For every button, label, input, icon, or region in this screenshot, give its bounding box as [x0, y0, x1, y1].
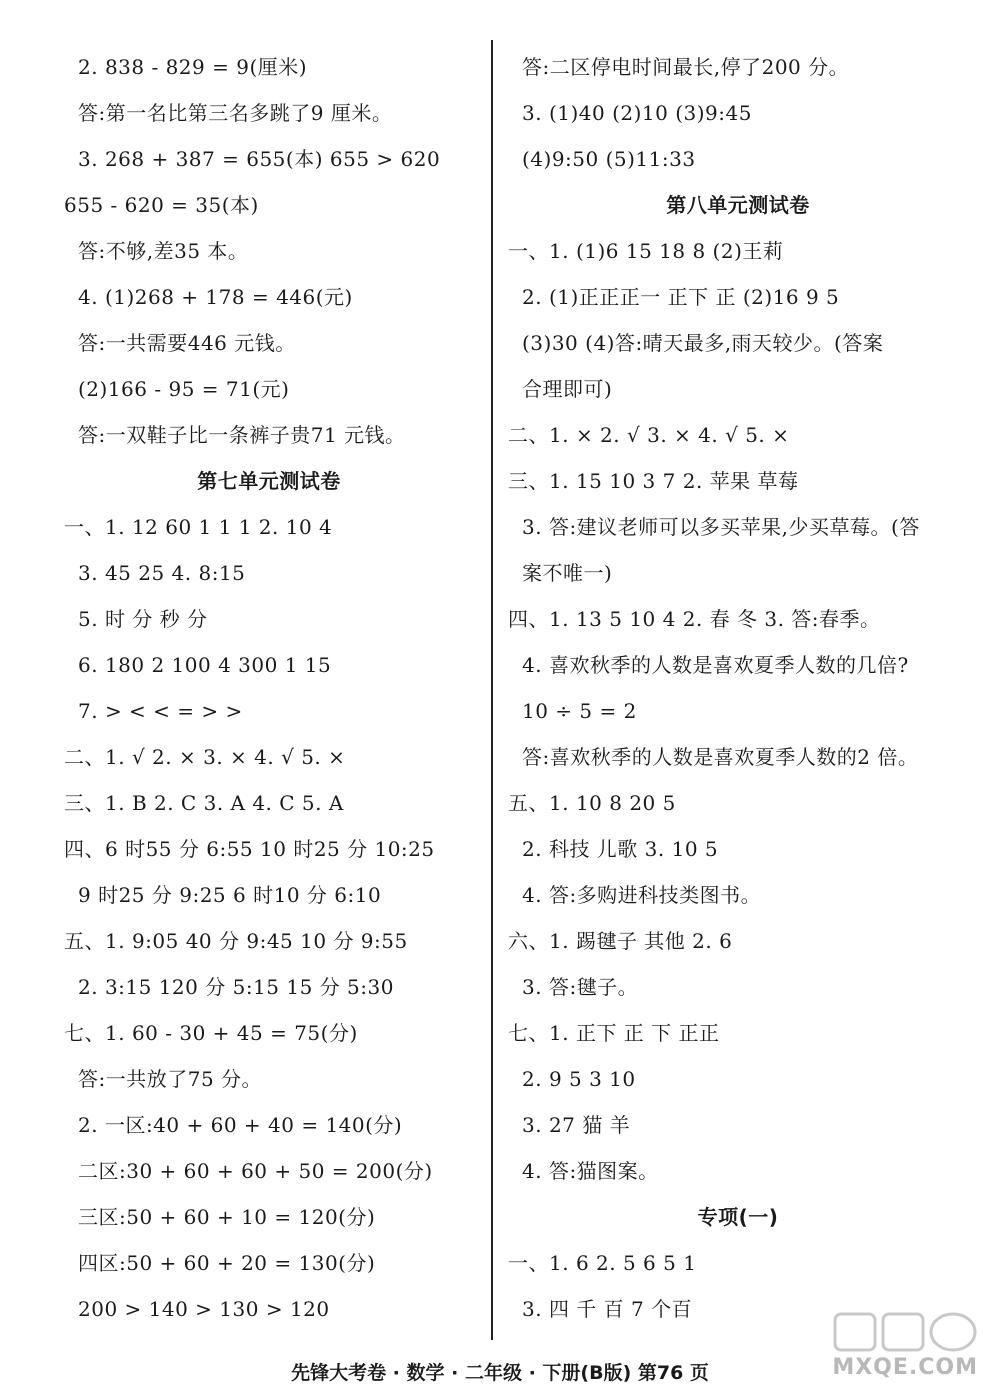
answer-line: 五、1. 10 8 20 5 [508, 791, 676, 815]
answer-line: 三区:50 + 60 + 10 = 120(分) [78, 1205, 376, 1229]
answer-line: 答:二区停电时间最长,停了200 分。 [522, 55, 850, 79]
answer-line: 答:一共需要446 元钱。 [78, 331, 296, 355]
answer-line: 二区:30 + 60 + 60 + 50 = 200(分) [78, 1159, 433, 1183]
answer-line: 六、1. 踢毽子 其他 2. 6 [508, 929, 733, 953]
answer-line: 五、1. 9:05 40 分 9:45 10 分 9:55 [64, 929, 408, 953]
answer-line: 案不唯一) [522, 561, 613, 585]
answer-line: 合理即可) [522, 377, 613, 401]
answer-line: 一、1. 12 60 1 1 1 2. 10 4 [64, 515, 333, 539]
answer-line: 200 > 140 > 130 > 120 [78, 1297, 330, 1321]
answer-line: 4. 答:猫图案。 [522, 1159, 659, 1183]
answer-line: 9 时25 分 9:25 6 时10 分 6:10 [78, 883, 382, 907]
answer-line: 3. (1)40 (2)10 (3)9:45 [522, 101, 752, 125]
answer-line: 3. 四 千 百 7 个百 [522, 1297, 693, 1321]
answer-line: 四区:50 + 60 + 20 = 130(分) [78, 1251, 376, 1275]
left-column [64, 44, 474, 1332]
answer-line: 2. 3:15 120 分 5:15 15 分 5:30 [78, 975, 394, 999]
answer-line: 2. 科技 儿歌 3. 10 5 [522, 837, 719, 861]
answer-line: 10 ÷ 5 = 2 [522, 699, 637, 723]
answer-line: 5. 时 分 秒 分 [78, 607, 208, 631]
answer-line: 一、1. 6 2. 5 6 5 1 [508, 1251, 697, 1275]
answer-line: 2. 838 - 829 = 9(厘米) [78, 55, 308, 79]
answer-line: 答:喜欢秋季的人数是喜欢夏季人数的2 倍。 [522, 745, 919, 769]
section-heading: 第八单元测试卷 [666, 193, 810, 217]
answer-line: 七、1. 60 - 30 + 45 = 75(分) [64, 1021, 358, 1045]
answer-line: 答:一双鞋子比一条裤子贵71 元钱。 [78, 423, 406, 447]
answer-line: 四、6 时55 分 6:55 10 时25 分 10:25 [64, 837, 435, 861]
answer-line: (2)166 - 95 = 71(元) [78, 377, 290, 401]
answer-line: 答:不够,差35 本。 [78, 239, 249, 263]
answer-line: 四、1. 13 5 10 4 2. 春 冬 3. 答:春季。 [508, 607, 881, 631]
answer-line: 655 - 620 = 35(本) [64, 193, 259, 217]
answer-line: 二、1. √ 2. × 3. × 4. √ 5. × [64, 745, 346, 769]
answer-line: 3. 答:建议老师可以多买苹果,少买草莓。(答 [522, 515, 920, 539]
answer-line: 答:第一名比第三名多跳了9 厘米。 [78, 101, 393, 125]
answer-line: 2. (1)正正正一 正下 正 (2)16 9 5 [522, 285, 840, 309]
answer-line: 4. (1)268 + 178 = 446(元) [78, 285, 353, 309]
page-footer: 先锋大考卷 · 数学 · 二年级 · 下册(B版) 第76 页 [291, 1362, 709, 1384]
watermark-text: MXQE.COM [832, 1355, 978, 1380]
answer-line: 3. 27 猫 羊 [522, 1113, 631, 1137]
answer-line: 答:一共放了75 分。 [78, 1067, 263, 1091]
answer-line: 4. 答:多购进科技类图书。 [522, 883, 762, 907]
answer-line: 二、1. × 2. √ 3. × 4. √ 5. × [508, 423, 790, 447]
right-column [508, 44, 968, 1332]
answer-line: 2. 一区:40 + 60 + 40 = 140(分) [78, 1113, 403, 1137]
answer-line: 三、1. 15 10 3 7 2. 苹果 草莓 [508, 469, 799, 493]
watermark-logo [815, 1310, 990, 1388]
answer-line: 4. 喜欢秋季的人数是喜欢夏季人数的几倍? [522, 653, 909, 677]
answer-line: (3)30 (4)答:晴天最多,雨天较少。(答案 [522, 331, 884, 355]
answer-line: (4)9:50 (5)11:33 [522, 147, 696, 171]
answer-line: 3. 答:毽子。 [522, 975, 639, 999]
column-divider [491, 40, 493, 1340]
answer-line: 6. 180 2 100 4 300 1 15 [78, 653, 332, 677]
answer-line: 3. 268 + 387 = 655(本) 655 > 620 [78, 147, 441, 171]
section-heading: 第七单元测试卷 [197, 469, 341, 493]
answer-line: 一、1. (1)6 15 18 8 (2)王莉 [508, 239, 784, 263]
answer-line: 三、1. B 2. C 3. A 4. C 5. A [64, 791, 344, 815]
section-heading: 专项(一) [697, 1205, 779, 1229]
answer-line: 七、1. 正下 正 下 正正 [508, 1021, 720, 1045]
answer-line: 3. 45 25 4. 8:15 [78, 561, 246, 585]
answer-line: 7. > < < = > > [78, 699, 243, 723]
answer-line: 2. 9 5 3 10 [522, 1067, 636, 1091]
